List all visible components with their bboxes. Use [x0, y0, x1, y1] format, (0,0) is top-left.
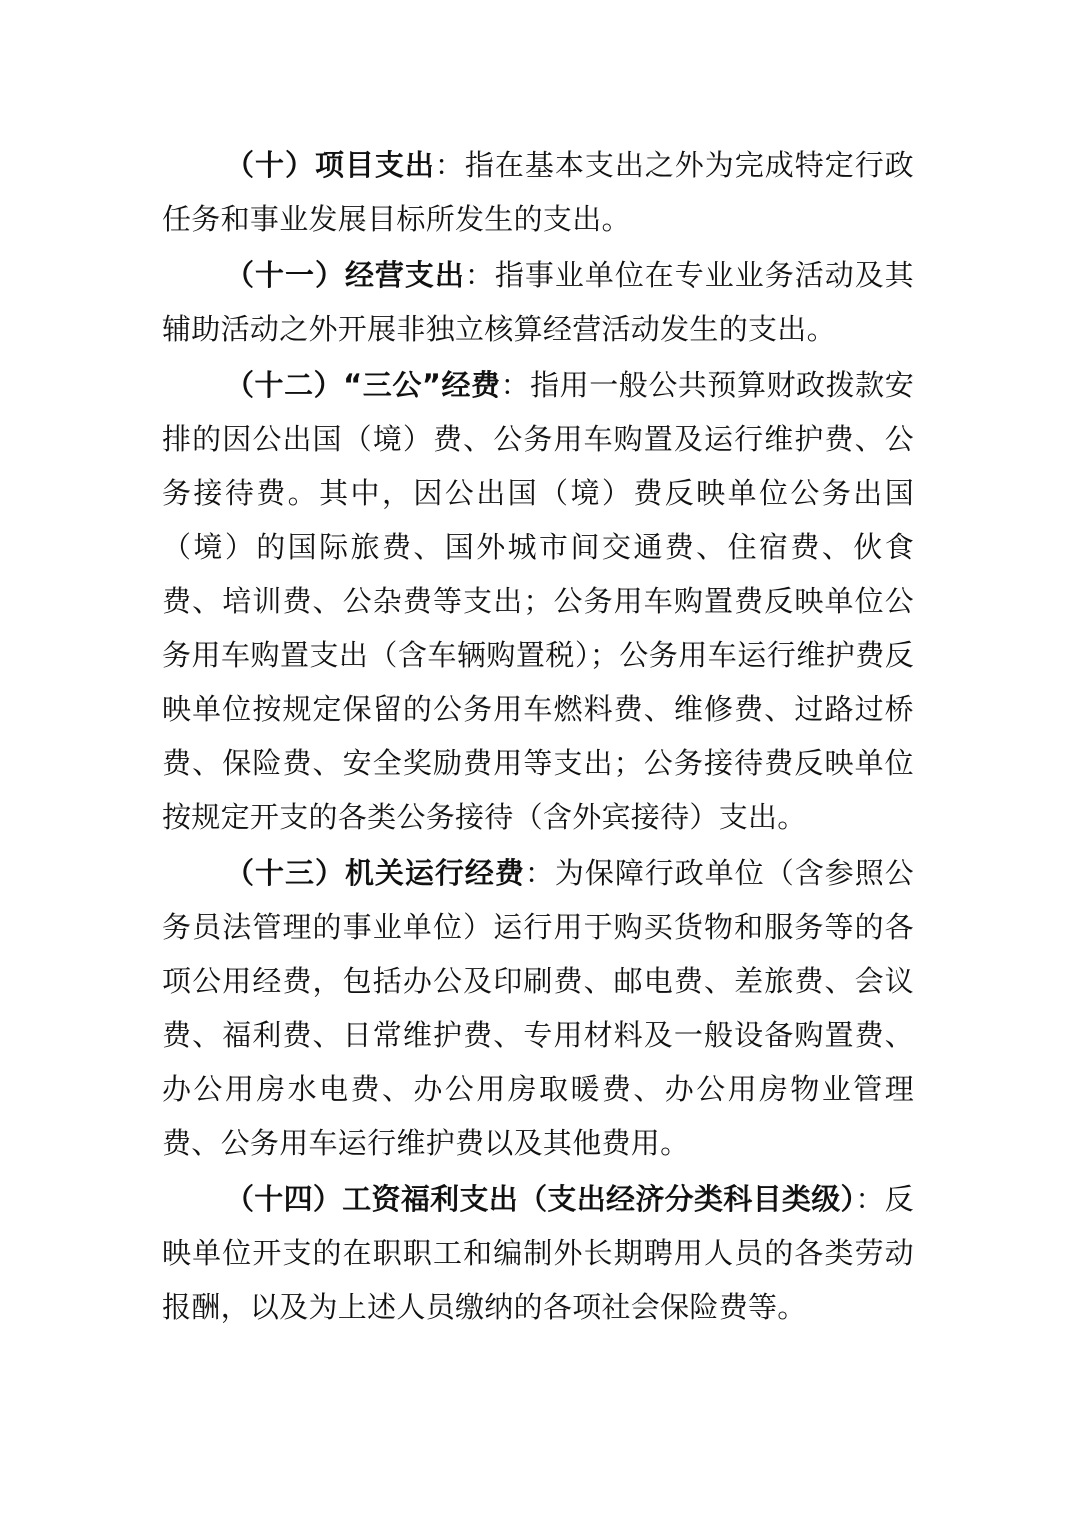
term-heading: （十二）“三公”经费 — [225, 368, 501, 402]
term-heading: （十一）经营支出 — [225, 258, 465, 292]
term-heading: （十）项目支出 — [225, 148, 435, 182]
paragraph-operating-expenditure — [162, 248, 914, 356]
term-definition: ：指用一般公共预算财政拨款安排的因公出国（境）费、公务用车购置及运行维护费、公务接待费。其中，因公出国（境）费反映单位公务出国（境）的国际旅费、国外城市间交通费、住宿费、伙食费、培训费、公杂费等支出；公务用车购置费反映单位公务用车购置支出（含车辆购置税）；公务用车运行维护费反映单位按规定保留的公务用车燃料费、维修费、过路过桥费、保险费、安全奖励费用等支出；公务接待费反映单位按规定开支的各类公务接待（含外宾接待）支出。 — [162, 368, 915, 834]
paragraph-wage-welfare-expenditure — [162, 1172, 914, 1334]
term-heading: （十四）工资福利支出（支出经济分类科目类级） — [225, 1182, 856, 1216]
term-definition: ：为保障行政单位（含参照公务员法管理的事业单位）运行用于购买货物和服务等的各项公用经费，包括办公及印刷费、邮电费、差旅费、会议费、福利费、日常维护费、专用材料及一般设备购置费、办公用房水电费、办公用房取暖费、办公用房物业管理费、公务用车运行维护费以及其他费用。 — [162, 856, 914, 1160]
paragraph-project-expenditure — [162, 138, 914, 246]
term-definition: ：指事业单位在专业业务活动及其辅助活动之外开展非独立核算经营活动发生的支出。 — [162, 258, 914, 346]
paragraph-three-public-expenses — [162, 358, 914, 844]
paragraph-agency-operating-funds — [162, 846, 914, 1170]
term-definition: ：指在基本支出之外为完成特定行政任务和事业发展目标所发生的支出。 — [162, 148, 914, 236]
term-definition: ：反映单位开支的在职职工和编制外长期聘用人员的各类劳动报酬，以及为上述人员缴纳的各项社会保险费等。 — [162, 1182, 914, 1324]
document-body — [162, 138, 914, 1334]
term-heading: （十三）机关运行经费 — [225, 856, 525, 890]
